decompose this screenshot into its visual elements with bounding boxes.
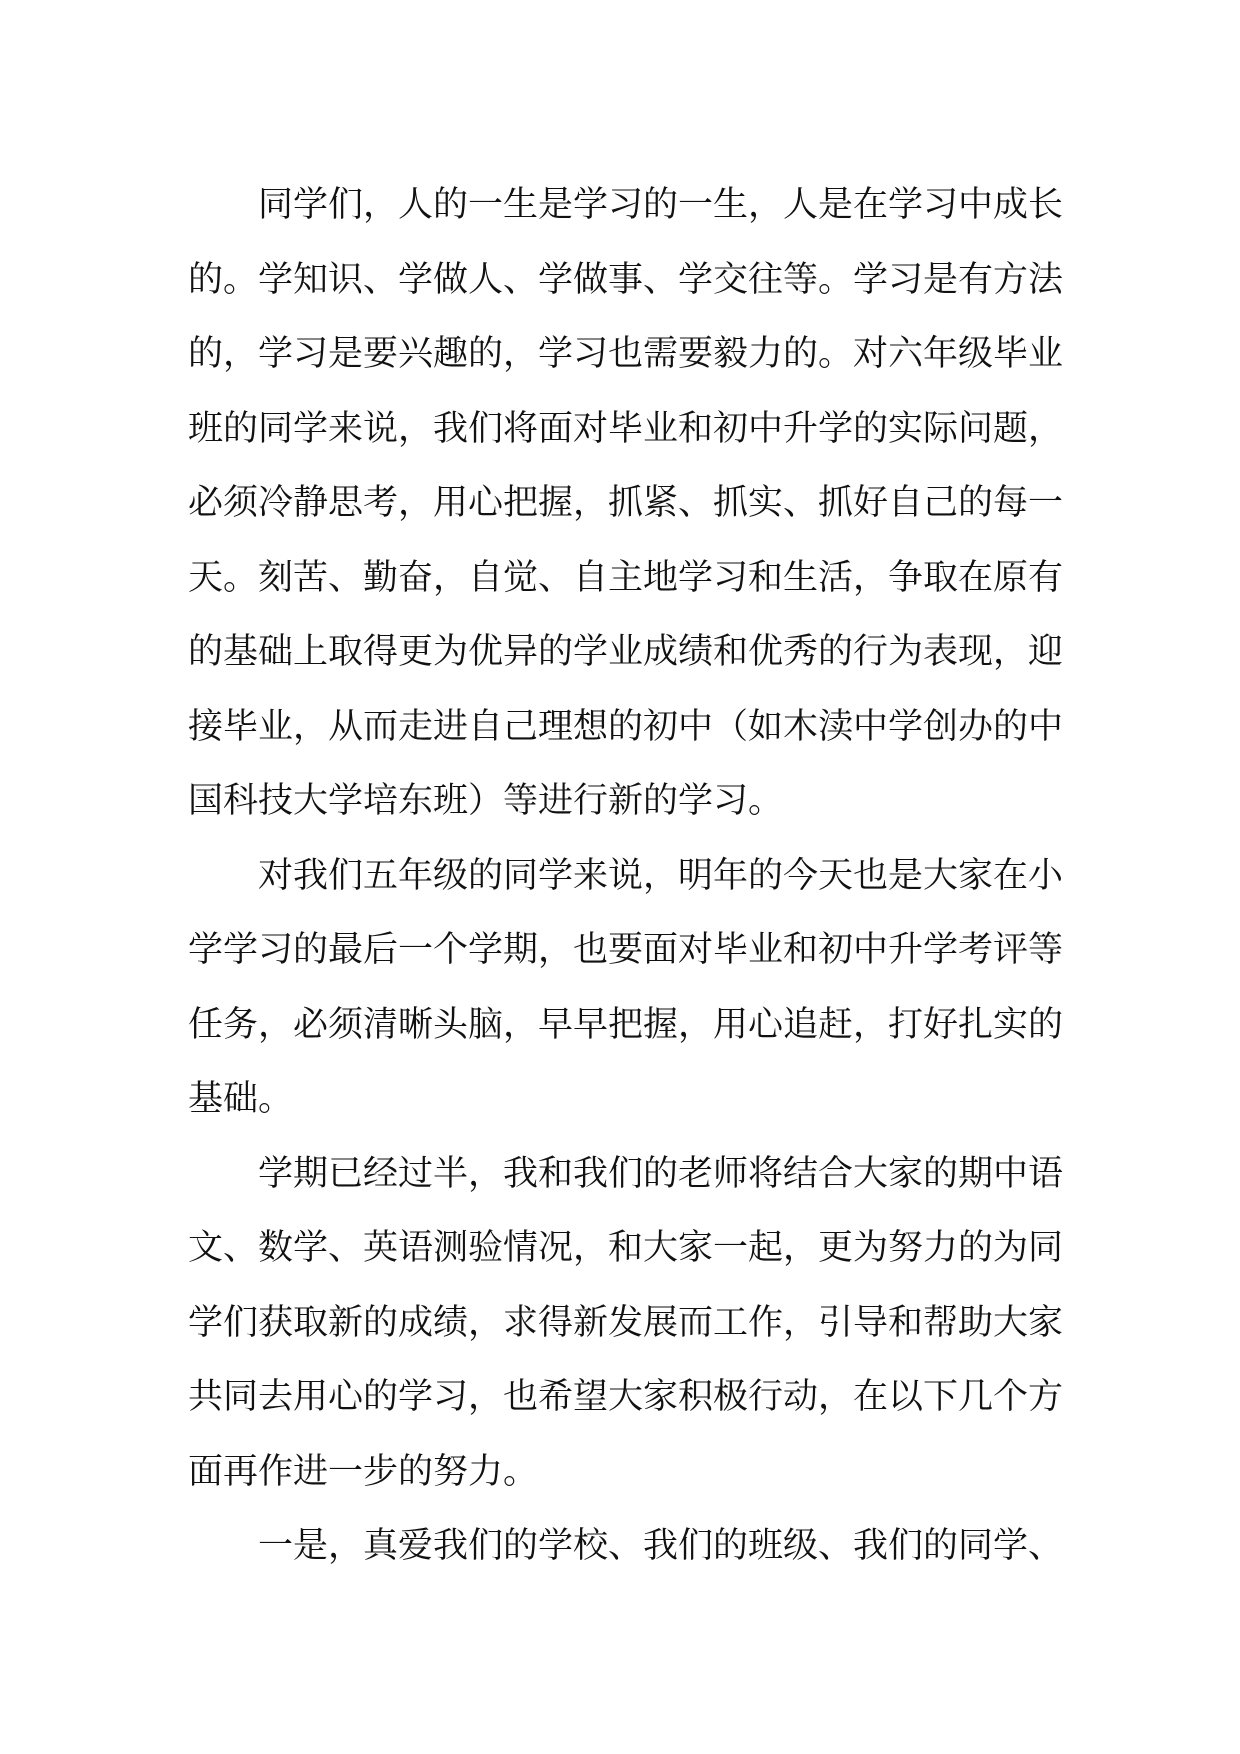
- text-line: 一是，真爱我们的学校、我们的班级、我们的同学、: [258, 1526, 1064, 1566]
- text-line: 的基础上取得更为优异的学业成绩和优秀的行为表现，迎: [188, 632, 1064, 672]
- paragraph-1: [188, 168, 1064, 839]
- text-line: 的，学习是要兴趣的，学习也需要毅力的。对六年级毕业: [188, 334, 1064, 374]
- text-line: 班的同学来说，我们将面对毕业和初中升学的实际问题，: [188, 408, 1064, 449]
- paragraph-2: [188, 839, 1064, 1137]
- text-line: 基础。: [188, 1079, 294, 1119]
- text-line: 学学习的最后一个学期，也要面对毕业和初中升学考评等: [188, 930, 1064, 970]
- text-line: 必须冷静思考，用心把握，抓紧、抓实、抓好自己的每一: [188, 483, 1064, 523]
- text-line: 同学们，人的一生是学习的一生，人是在学习中成长: [258, 185, 1064, 225]
- text-line: 文、数学、英语测验情况，和大家一起，更为努力的为同: [188, 1228, 1064, 1268]
- paragraph-3: [188, 1137, 1064, 1510]
- text-line: 国科技大学培东班）等进行新的学习。: [188, 781, 784, 821]
- text-line: 接毕业，从而走进自己理想的初中（如木渎中学创办的中: [188, 706, 1064, 747]
- text-line: 天。刻苦、勤奋，自觉、自主地学习和生活，争取在原有: [188, 557, 1064, 598]
- text-line: 对我们五年级的同学来说，明年的今天也是大家在小: [258, 855, 1064, 896]
- text-line: 面再作进一步的努力。: [188, 1451, 539, 1492]
- text-line: 学们获取新的成绩，求得新发展而工作，引导和帮助大家: [188, 1302, 1064, 1343]
- text-line: 学期已经过半，我和我们的老师将结合大家的期中语: [258, 1153, 1064, 1194]
- text-line: 共同去用心的学习，也希望大家积极行动，在以下几个方: [188, 1377, 1064, 1417]
- paragraph-4: [188, 1509, 1064, 1584]
- body-text: [188, 168, 1064, 1584]
- text-line: 的。学知识、学做人、学做事、学交往等。学习是有方法: [188, 259, 1064, 300]
- text-line: 任务，必须清晰头脑，早早把握，用心追赶，打好扎实的: [188, 1004, 1064, 1045]
